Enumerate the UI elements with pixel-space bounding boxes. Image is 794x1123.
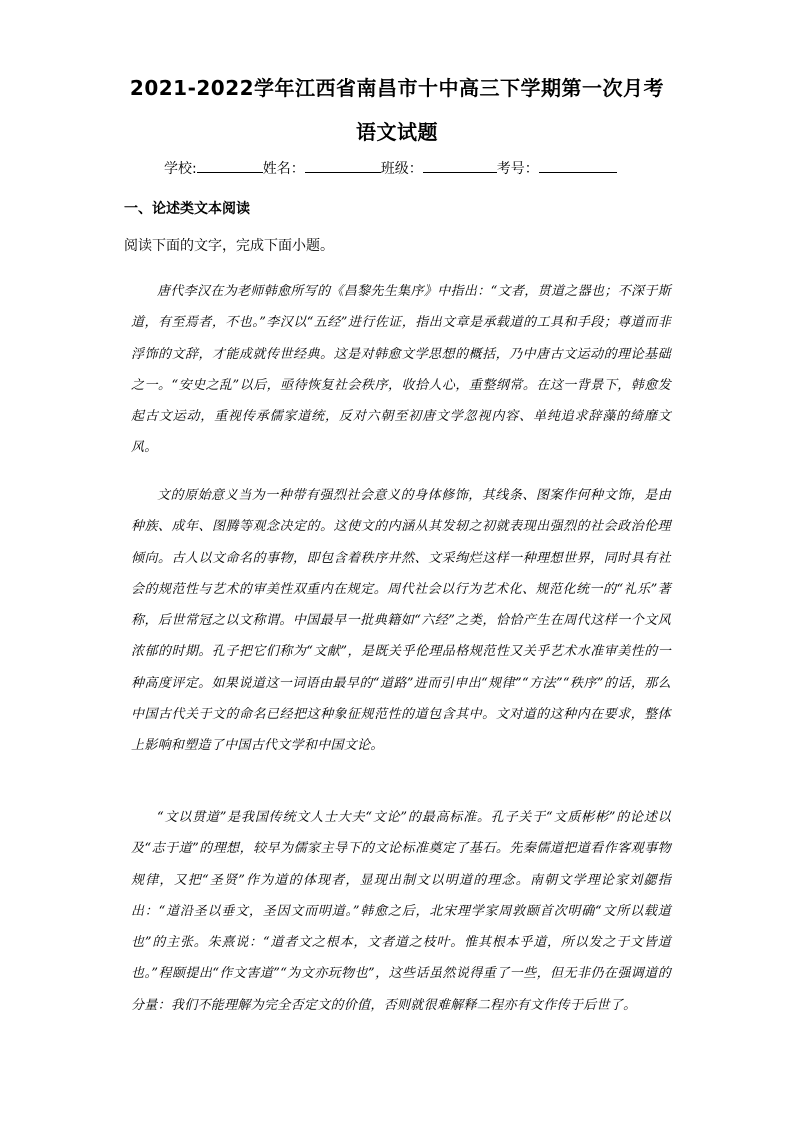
- reading-instruction: 阅读下面的文字，完成下面小题。: [124, 238, 334, 254]
- document-title: 2021-2022学年江西省南昌市十中高三下学期第一次月考语文试题: [129, 76, 665, 144]
- exam-no-label: 考号：: [496, 161, 539, 177]
- school-blank[interactable]: [197, 158, 263, 173]
- section-heading: 一、论述类文本阅读: [124, 201, 250, 217]
- exam-no-blank[interactable]: [539, 158, 617, 173]
- passage-paragraph-3: “文以贯道”是我国传统文人士大夫“文论”的最高标准。孔子关于“文质彬彬”的论述以及“志于道”的理想，较早为儒家主导下的文论标准奠定了基石。先秦儒道把道看作客观事物规律，又把“圣贤”作为道的体现者，显现出制文以明道的理念。南朝文学理论家刘勰指出：“道沿圣以垂文，圣因文而明道。”韩愈之后，北宋理学家周敦颐首次明确“文所以载道也”的主张。朱熹说：“道者文之根本，文者道之枝叶。惟其根本乎道，所以发之于文皆道也。”程颐提出“作文害道”“为文亦玩物也”，这些话虽然说得重了一些，但无非仍在强调道的分量：我们不能理解为完全否定文的价值，否则就很难解释二程亦有文作传于后世了。: [131, 810, 671, 1013]
- class-blank[interactable]: [423, 158, 497, 173]
- class-label: 班级：: [380, 161, 423, 177]
- name-label: 姓名：: [262, 161, 305, 177]
- passage-paragraph-2: 文的原始意义当为一种带有强烈社会意义的身体修饰，其线条、图案作何种文饰，是由种族、成年、图腾等观念决定的。这使文的内涵从其发轫之初就表现出强烈的社会政治伦理倾向。古人以文命名的事物，即包含着秩序井然、文采绚烂这样一种理想世界，同时具有社会的规范性与艺术的审美性双重内在规定。周代社会以行为艺术化、规范化统一的“礼乐”著称，后世常冠之以文称谓。中国最早一批典籍如“六经”之类，恰恰产生在周代这样一个文风浓郁的时期。孔子把它们称为“文献”，是既关乎伦理品格规范性又关乎艺术水准审美性的一种高度评定。如果说道这一词语由最早的“道路”进而引申出“规律”“方法”“秩序”的话，那么中国古代关于文的命名已经把这种象征规范性的道包含其中。文对道的这种内在要求，整体上影响和塑造了中国古代文学和中国文论。: [131, 488, 671, 754]
- student-info-line: [164, 158, 617, 180]
- school-label: 学校:: [164, 161, 197, 177]
- name-blank[interactable]: [305, 158, 381, 173]
- passage-paragraph-1: 唐代李汉在为老师韩愈所写的《昌黎先生集序》中指出：“文者，贯道之器也；不深于斯道，有至焉者，不也。”李汉以“五经”进行佐证，指出文章是承载道的工具和手段；尊道而非浮饰的文辞，才能成就传世经典。这是对韩愈文学思想的概括，乃中唐古文运动的理论基础之一。“安史之乱”以后，亟待恢复社会秩序，收拾人心，重整纲常。在这一背景下，韩愈发起古文运动，重视传承儒家道统，反对六朝至初唐文学忽视内容、单纯追求辞藻的绮靡文风。: [131, 284, 671, 456]
